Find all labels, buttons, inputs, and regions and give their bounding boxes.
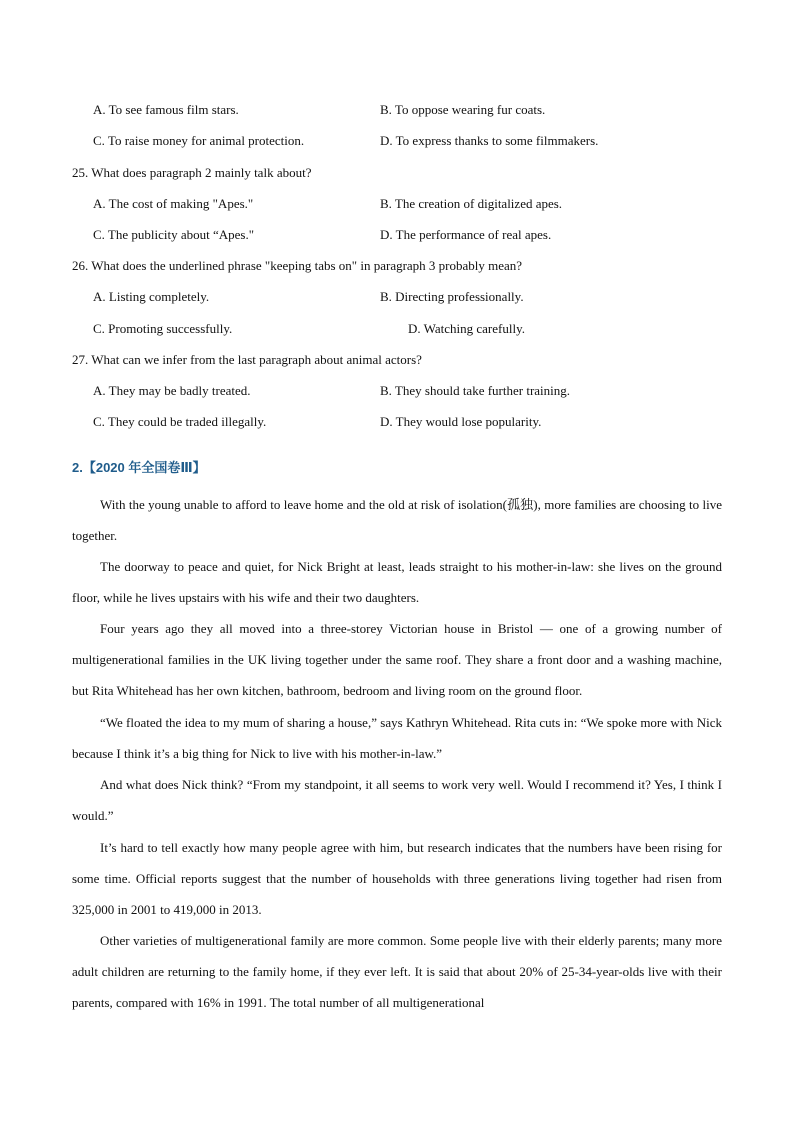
q26-option-a: A. Listing completely.	[93, 289, 210, 304]
q26-option-c: C. Promoting successfully.	[93, 321, 233, 336]
q25-option-c: C. The publicity about “Apes."	[93, 227, 255, 242]
passage-paragraph: Four years ago they all moved into a three-storey Victorian house in Bristol — one of a growing number of multigenerational families in the UK living together under the same roof. They share a front door and a washing machine, but Rita Whitehead has her own kitchen, bathroom, bedroom and living room on the ground floor.	[72, 621, 722, 699]
q27-option-b: B. They should take further training.	[380, 383, 571, 398]
q25-stem: 25. What does paragraph 2 mainly talk about?	[72, 165, 312, 180]
q24-option-b: B. To oppose wearing fur coats.	[380, 102, 546, 117]
passage-paragraph: The doorway to peace and quiet, for Nick Bright at least, leads straight to his mother-in-law: she lives on the ground floor, while he lives upstairs with his wife and their two daughters.	[72, 559, 722, 606]
q24-option-d: D. To express thanks to some filmmakers.	[380, 133, 599, 148]
q25-option-d: D. The performance of real apes.	[380, 227, 552, 242]
passage-paragraph: “We floated the idea to my mum of sharing a house,” says Kathryn Whitehead. Rita cuts in: “We spoke more with Nick because I think it’s a big thing for Nick to live with his mother-in-law.”	[72, 715, 722, 762]
q26-option-b: B. Directing professionally.	[380, 289, 524, 304]
q26-option-d: D. Watching carefully.	[408, 321, 525, 336]
q24-option-c: C. To raise money for animal protection.	[93, 133, 305, 148]
q25-option-a: A. The cost of making "Apes."	[93, 196, 254, 211]
q27-option-d: D. They would lose popularity.	[380, 414, 542, 429]
q24-option-a: A. To see famous film stars.	[93, 102, 239, 117]
q27-option-a: A. They may be badly treated.	[93, 383, 251, 398]
q26-stem: 26. What does the underlined phrase "keeping tabs on" in paragraph 3 probably mean?	[72, 258, 523, 273]
q27-stem: 27. What can we infer from the last paragraph about animal actors?	[72, 352, 422, 367]
passage-paragraph: And what does Nick think? “From my standpoint, it all seems to work very well. Would I recommend it? Yes, I think I would.”	[72, 777, 722, 824]
section-heading: 2.【2020 年全国卷Ⅲ】	[72, 460, 206, 475]
q25-option-b: B. The creation of digitalized apes.	[380, 196, 563, 211]
passage-paragraph: It’s hard to tell exactly how many people agree with him, but research indicates that the numbers have been rising for some time. Official reports suggest that the number of households with three generations living together had risen from 325,000 in 2001 to 419,000 in 2013.	[72, 840, 722, 918]
q27-option-c: C. They could be traded illegally.	[93, 414, 267, 429]
passage-paragraph: Other varieties of multigenerational family are more common. Some people live with their elderly parents; many more adult children are returning to the family home, if they ever left. It is said that about 20% of 25-34-year-olds live with their parents, compared with 16% in 1991. The total number of all multigenerational	[72, 933, 722, 1011]
passage-paragraph: With the young unable to afford to leave home and the old at risk of isolation(孤独), more families are choosing to live together.	[72, 497, 722, 544]
